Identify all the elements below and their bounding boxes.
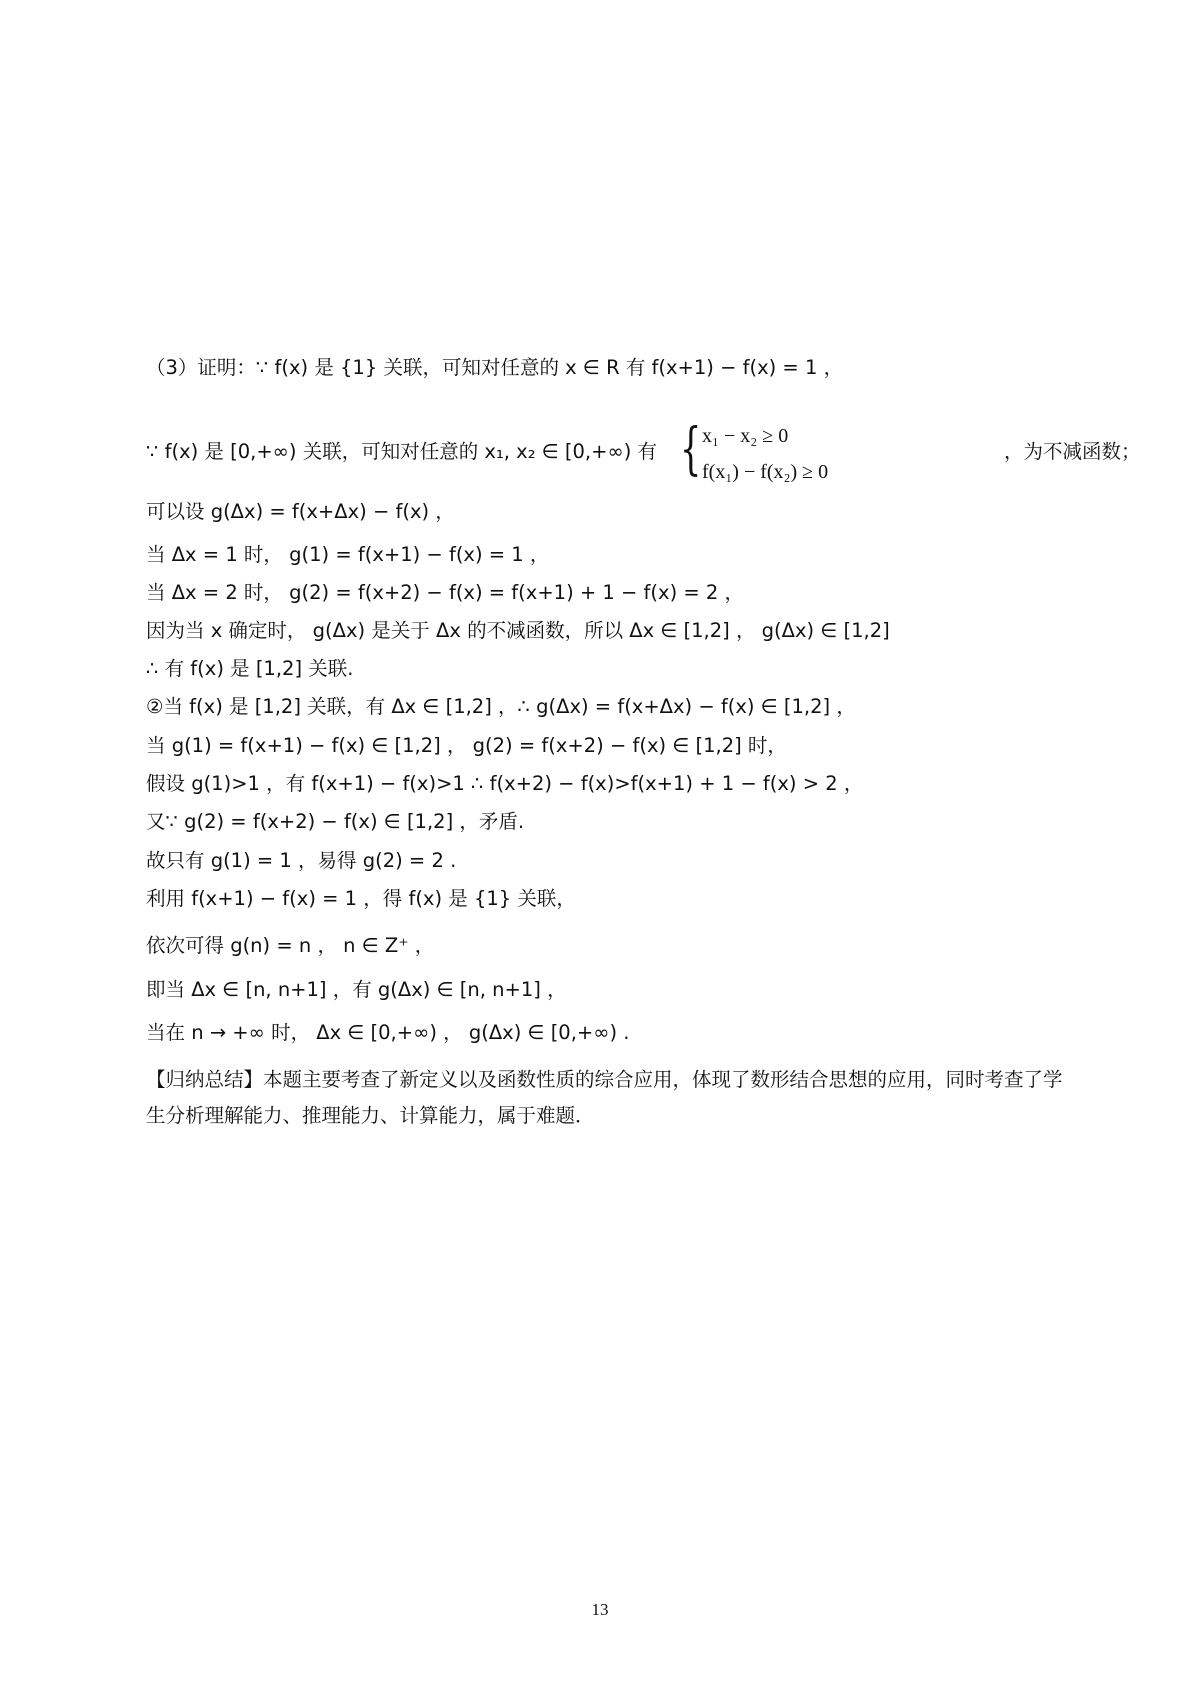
proof-line-8: ②当 f(x) 是 [1,2] 关联，有 Δx ∈ [1,2] ，∴ g(Δx) = f(x+Δx) − f(x) ∈ [1,2] ， — [146, 695, 856, 718]
proof-line-7: ∴ 有 f(x) 是 [1,2] 关联. — [146, 657, 354, 680]
proof-line-9: 当 g(1) = f(x+1) − f(x) ∈ [1,2] ， g(2) = f(x+2) − f(x) ∈ [1,2] 时， — [146, 734, 787, 757]
proof-line-1: （3）证明：∵ f(x) 是 {1} 关联，可知对任意的 x ∈ R 有 f(x+1) − f(x) = 1 ， — [146, 356, 844, 379]
proof-line-16: 当在 n → +∞ 时， Δx ∈ [0,+∞) ， g(Δx) ∈ [0,+∞) . — [146, 1021, 630, 1044]
proof-line-13: 利用 f(x+1) − f(x) = 1 ，得 f(x) 是 {1} 关联， — [146, 887, 576, 910]
proof-line-12: 故只有 g(1) = 1 ，易得 g(2) = 2 . — [146, 849, 457, 872]
summary-paragraph: 【归纳总结】本题主要考查了新定义以及函数性质的综合应用，体现了数形结合思想的应用，同时考查了学生分析理解能力、推理能力、计算能力，属于难题． — [146, 1068, 1063, 1127]
proof-line-4: 当 Δx = 1 时， g(1) = f(x+1) − f(x) = 1 ， — [146, 543, 550, 566]
brace-symbol: { — [680, 417, 702, 482]
proof-line-3: 可以设 g(Δx) = f(x+Δx) − f(x) ， — [146, 500, 455, 523]
proof-line-6: 因为当 x 确定时， g(Δx) 是关于 Δx 的不减函数，所以 Δx ∈ [1,2] ， g(Δx) ∈ [1,2] — [146, 619, 890, 642]
system-row-1: x₁ − x₂ ≥ 0 — [702, 425, 789, 447]
system-row-2: f(x₁) − f(x₂) ≥ 0 — [702, 461, 829, 483]
system-intro: ∵ f(x) 是 [0,+∞) 关联，可知对任意的 x₁, x₂ ∈ [0,+∞) 有 — [146, 440, 658, 463]
proof-line-10: 假设 g(1)>1 ，有 f(x+1) − f(x)>1 ∴ f(x+2) − f(x)>f(x+1) + 1 − f(x) > 2 ， — [146, 772, 864, 795]
proof-line-5: 当 Δx = 2 时， g(2) = f(x+2) − f(x) = f(x+1) + 1 − f(x) = 2 ， — [146, 581, 745, 604]
page-number: 13 — [591, 1600, 609, 1619]
proof-line-14: 依次可得 g(n) = n ， n ∈ Z⁺ ， — [146, 934, 435, 957]
system-conclusion: ，为不减函数； — [1004, 440, 1141, 463]
proof-line-11: 又∵ g(2) = f(x+2) − f(x) ∈ [1,2] ，矛盾. — [146, 810, 525, 833]
proof-line-15: 即当 Δx ∈ [n, n+1] ，有 g(Δx) ∈ [n, n+1] ， — [146, 978, 567, 1001]
